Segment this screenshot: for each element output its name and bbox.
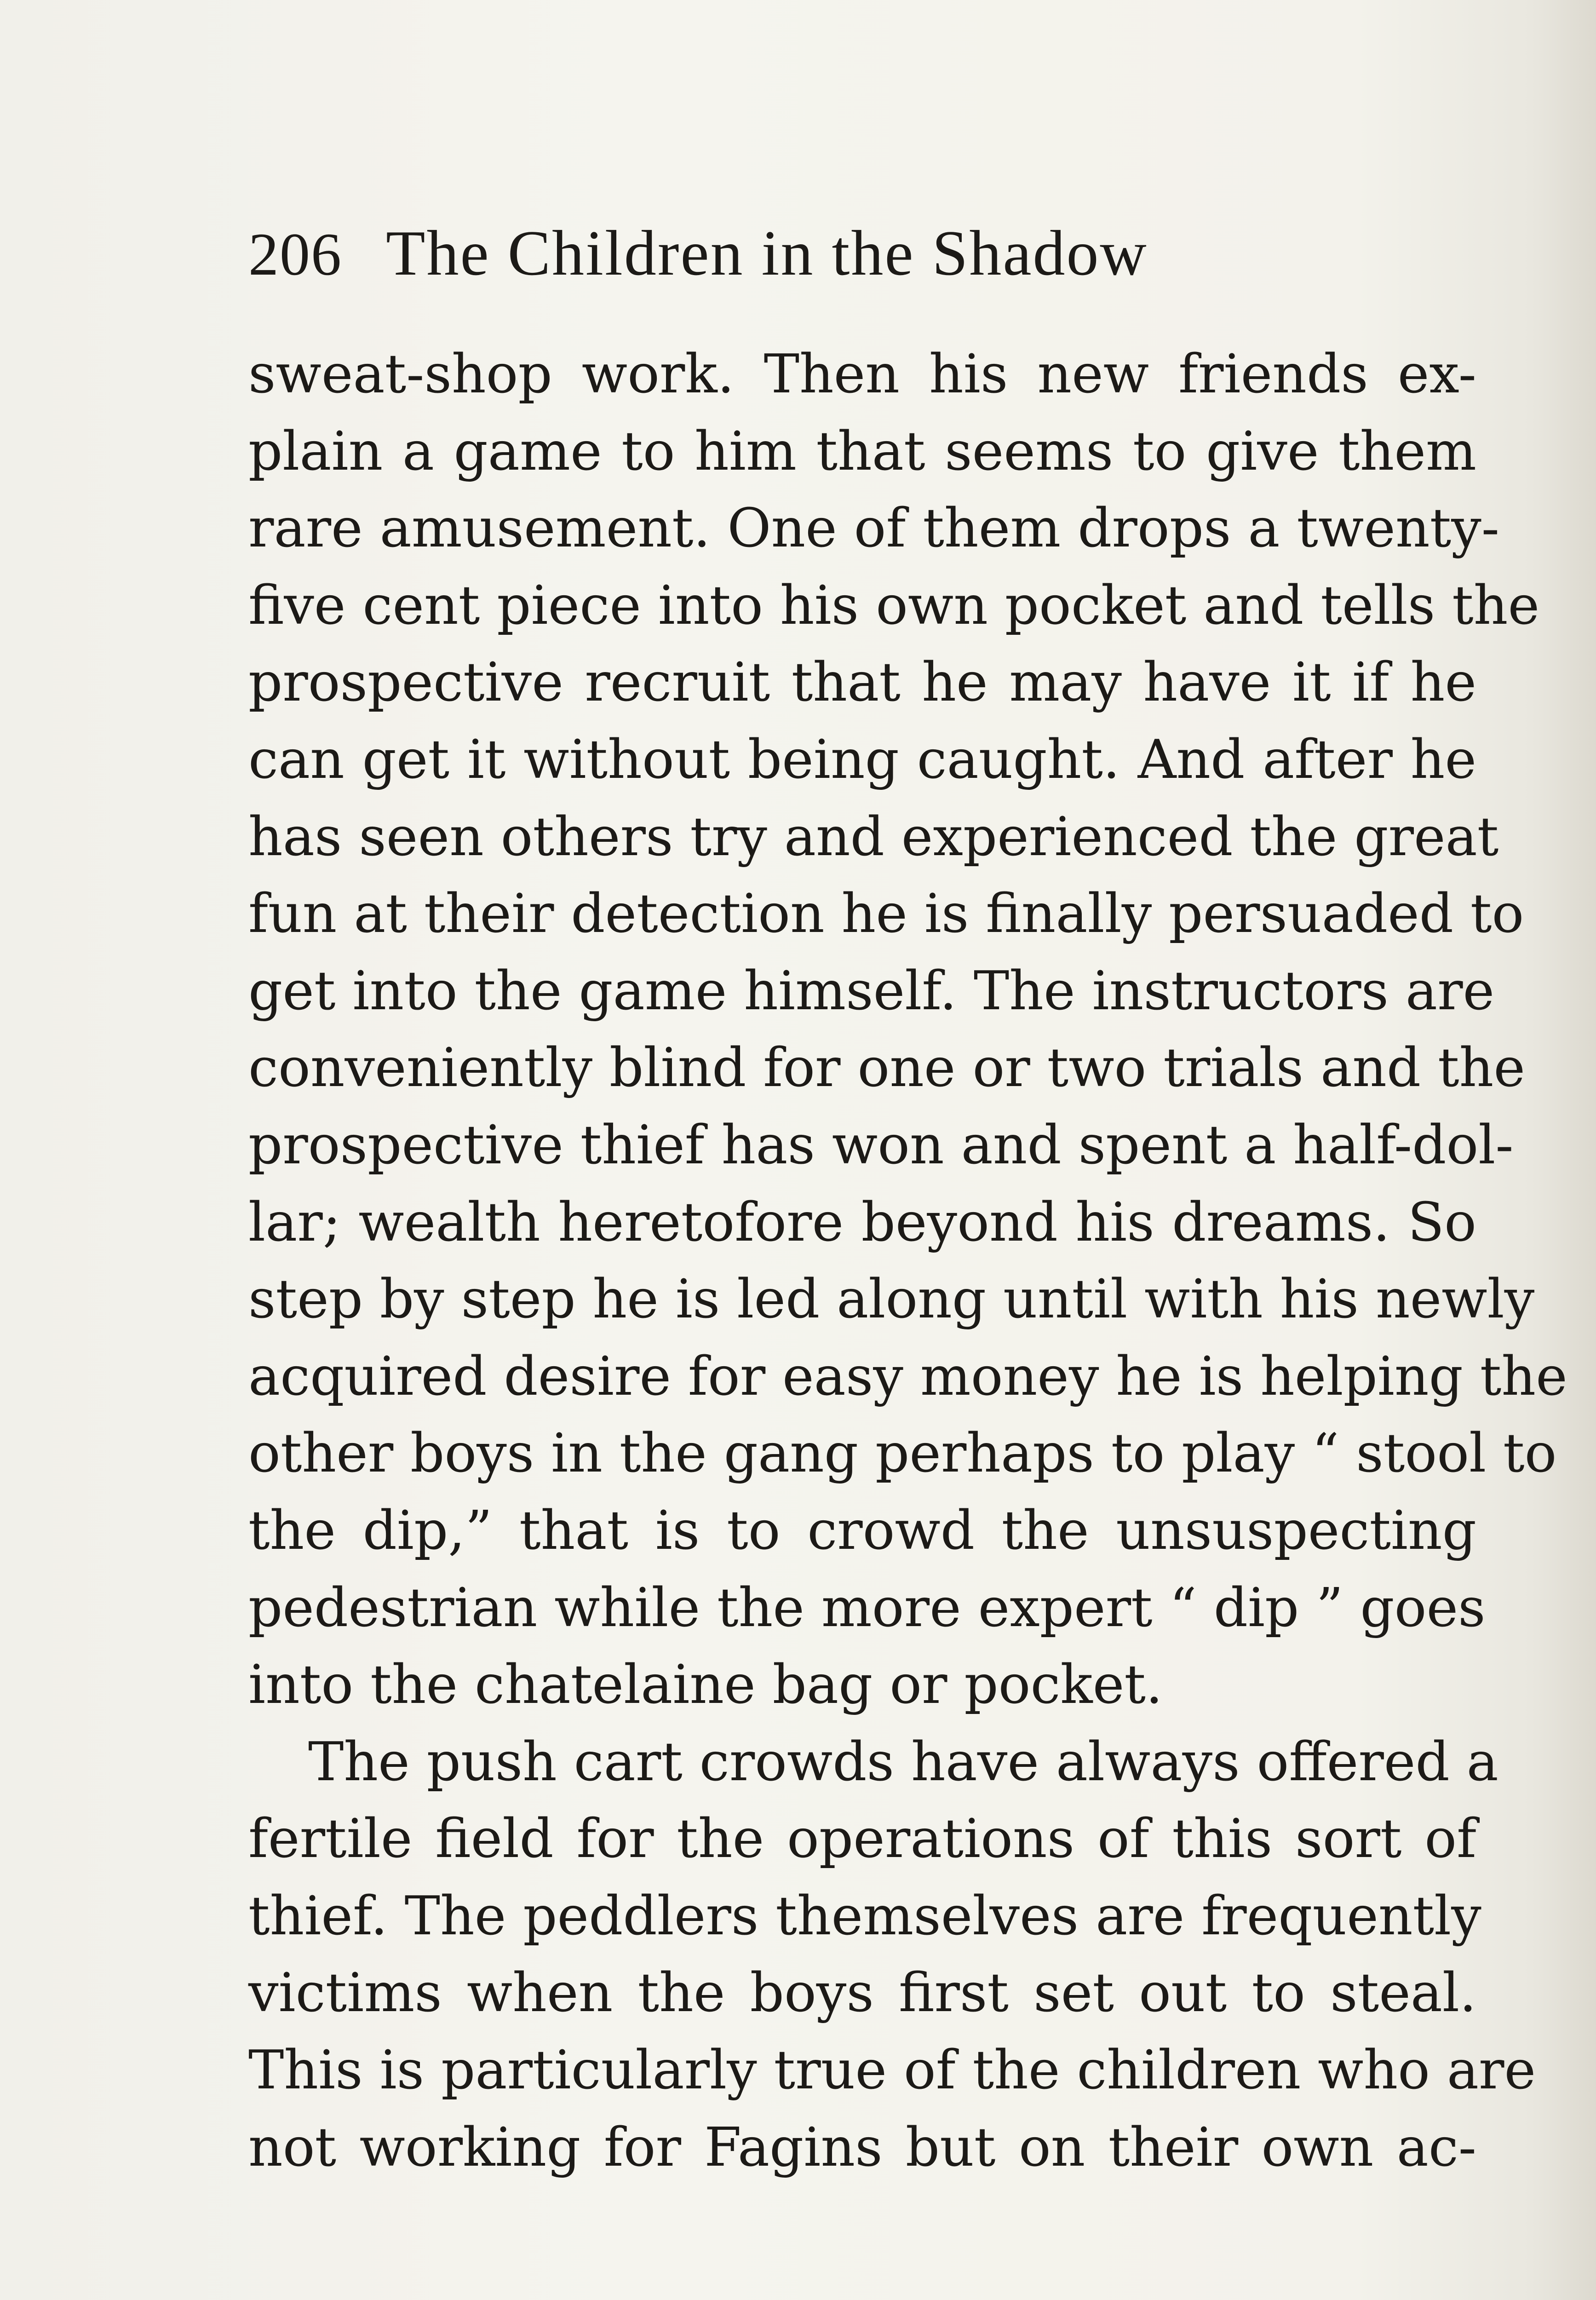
paragraph-2 [248, 1724, 1536, 2186]
text-line: victims when the boys first set out to steal. [248, 1962, 1476, 2024]
text-line: acquired desire for easy money he is helping the [248, 1345, 1567, 1408]
text-line: fertile field for the operations of this sort of [248, 1808, 1476, 1870]
text-line: step by step he is led along until with his newly [248, 1268, 1535, 1331]
text-line: plain a game to him that seems to give them [248, 420, 1476, 483]
text-line: thief. The peddlers themselves are frequently [248, 1885, 1481, 1947]
text-line: lar; wealth heretofore beyond his dreams. So [248, 1191, 1476, 1254]
text-line: can get it without being caught. And after he [248, 728, 1476, 791]
page-number: 206 [248, 220, 342, 288]
body-text [248, 336, 1567, 2186]
text-line: pedestrian while the more expert “ dip ” goes [248, 1576, 1486, 1639]
text-line: into the chatelaine bag or pocket. [248, 1654, 1163, 1716]
text-line: other boys in the gang perhaps to play “ stool to [248, 1422, 1557, 1485]
text-line: sweat-shop work. Then his new friends ex- [248, 343, 1476, 405]
text-line: not working for Fagins but on their own ac- [248, 2116, 1476, 2179]
text-line: has seen others try and experienced the great [248, 805, 1499, 868]
text-line: get into the game himself. The instructors are [248, 960, 1495, 1022]
text-line: This is particularly true of the children who are [248, 2039, 1536, 2102]
running-title: The Children in the Shadow [386, 218, 1148, 289]
text-line: The push cart crowds have always offered a [308, 1731, 1498, 1793]
paragraph-1 [248, 336, 1567, 1724]
text-line: rare amusement. One of them drops a twenty- [248, 497, 1499, 560]
text-line: prospective recruit that he may have it if he [248, 651, 1476, 714]
text-line: conveniently blind for one or two trials and the [248, 1037, 1526, 1099]
text-line: five cent piece into his own pocket and tells the [248, 574, 1540, 637]
text-line: fun at their detection he is finally persuaded to [248, 883, 1524, 945]
text-line: prospective thief has won and spent a half-dol- [248, 1114, 1514, 1176]
page-header [248, 216, 1306, 290]
text-line: the dip,” that is to crowd the unsuspecting [248, 1499, 1476, 1562]
